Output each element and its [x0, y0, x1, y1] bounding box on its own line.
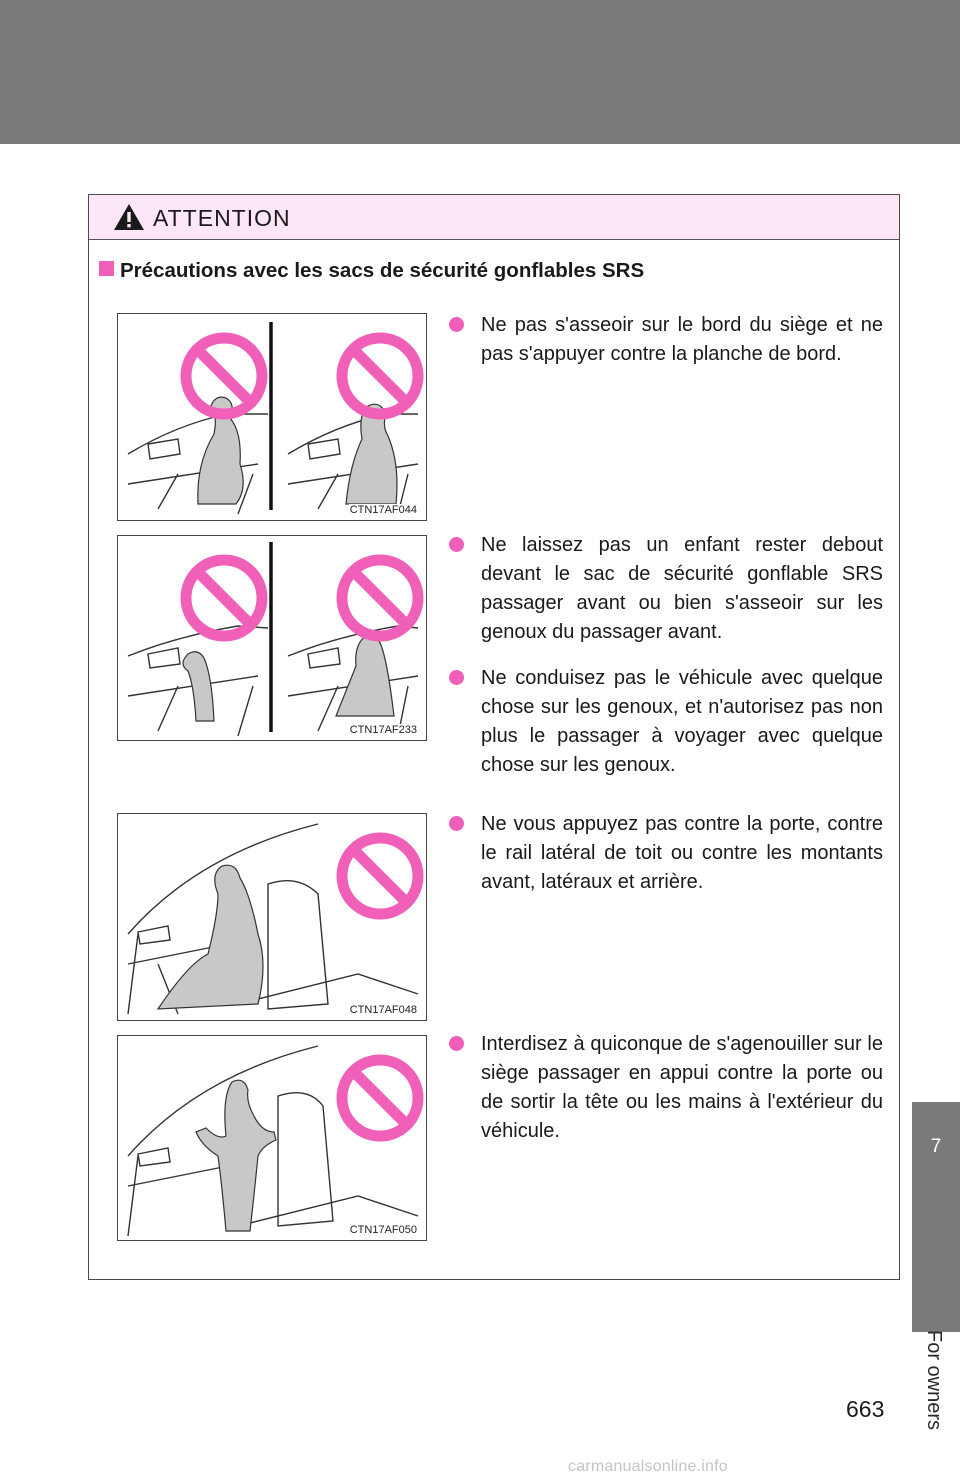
prohibition-sign-icon	[342, 838, 418, 914]
bullet-item	[449, 1030, 883, 1146]
chapter-tab	[912, 1102, 960, 1332]
attention-title: ATTENTION	[153, 205, 291, 231]
bullet-text: Ne pas s'asseoir sur le bord du siège et ne pas s'appuyer contre la planche de bord.	[481, 314, 883, 365]
square-bullet-icon	[99, 261, 114, 276]
bullet-item	[449, 531, 883, 647]
bullet-item	[449, 664, 883, 780]
illustration-kneeling-seat	[117, 1035, 427, 1241]
bullet-dot-icon	[449, 670, 464, 685]
illustration-code: CTN17AF050	[349, 1224, 417, 1236]
illustration-child-standing	[117, 535, 427, 741]
prohibition-sign-icon	[186, 560, 262, 636]
bullet-dot-icon	[449, 537, 464, 552]
bullet-text: Interdisez à quiconque de s'agenouiller sur le siège passager en appui contre la porte ou de sortir la tête ou les mains à l'extérieur du véhicule.	[481, 1033, 883, 1142]
header-band	[0, 0, 960, 144]
bullet-text: Ne vous appuyez pas contre la porte, contre le rail latéral de toit ou contre les montants avant, latéraux et arrière.	[481, 813, 883, 893]
bullet-text: Ne conduisez pas le véhicule avec quelque chose sur les genoux, et n'autorisez pas non plus le passager à voyager avec quelque chose sur les genoux.	[481, 667, 883, 776]
chapter-number: 7	[930, 1136, 942, 1157]
bullet-dot-icon	[449, 317, 464, 332]
section-heading-text: Précautions avec les sacs de sécurité gonflables SRS	[120, 259, 645, 282]
illustration-leaning-door	[117, 813, 427, 1021]
illustration-code: CTN17AF044	[349, 504, 417, 516]
bullet-item	[449, 810, 883, 897]
prohibition-sign-icon	[342, 560, 418, 636]
page-number: 663	[846, 1396, 885, 1422]
section-heading	[99, 259, 644, 283]
prohibition-sign-icon	[342, 1060, 418, 1136]
watermark: carmanualsonline.info	[568, 1458, 728, 1475]
bullet-dot-icon	[449, 816, 464, 831]
bullet-item	[449, 311, 883, 369]
chapter-label: For owners	[923, 1330, 945, 1431]
illustration-code: CTN17AF233	[349, 724, 417, 736]
prohibition-sign-icon	[342, 338, 418, 414]
warning-triangle-icon	[113, 203, 145, 231]
attention-header	[89, 195, 899, 240]
bullet-dot-icon	[449, 1036, 464, 1051]
bullet-text: Ne laissez pas un enfant rester debout devant le sac de sécurité gonflable SRS passager avant ou bien s'asseoir sur les genoux du passager avant.	[481, 534, 883, 643]
attention-box	[88, 194, 900, 1280]
illustration-seat-edge	[117, 313, 427, 521]
illustration-code: CTN17AF048	[349, 1004, 417, 1016]
